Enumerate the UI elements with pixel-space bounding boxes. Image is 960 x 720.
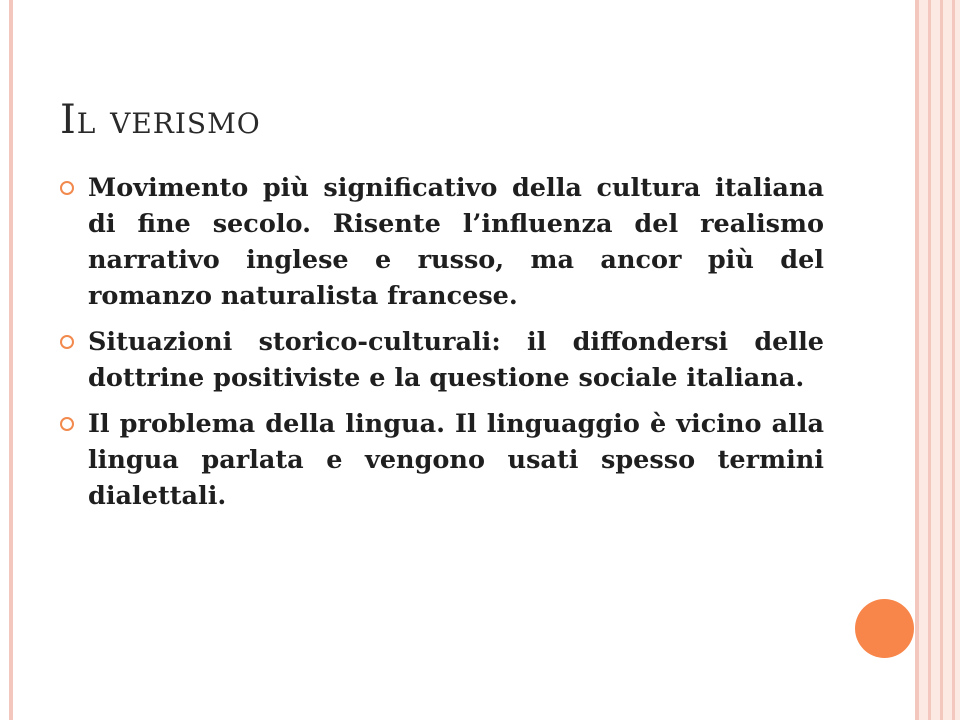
bullet-list: [60, 170, 824, 524]
slide-title: Il verismo: [60, 97, 261, 143]
stripe: [943, 0, 952, 720]
stripe: [955, 0, 960, 720]
ring-bullet-icon: [60, 417, 74, 431]
bullet-text: Movimento più significativo della cultura italiana di fine secolo. Risente l’influenza del realismo narrativo inglese e russo, ma ancor più del romanzo naturalista francese.: [88, 173, 824, 311]
bullet-text: Il problema della lingua. Il linguaggio è vicino alla lingua parlata e vengono usati spesso termini dialettali.: [88, 409, 824, 511]
stripe: [919, 0, 928, 720]
decorative-orange-circle: [855, 599, 914, 658]
bullet-item: [60, 406, 824, 514]
bullet-item: [60, 170, 824, 314]
ring-bullet-icon: [60, 181, 74, 195]
ring-bullet-icon: [60, 335, 74, 349]
bullet-item: [60, 324, 824, 396]
stripe: [931, 0, 940, 720]
bullet-text: Situazioni storico-culturali: il diffondersi delle dottrine positiviste e la questione sociale italiana.: [88, 327, 824, 393]
decorative-side-stripes: [919, 0, 960, 720]
